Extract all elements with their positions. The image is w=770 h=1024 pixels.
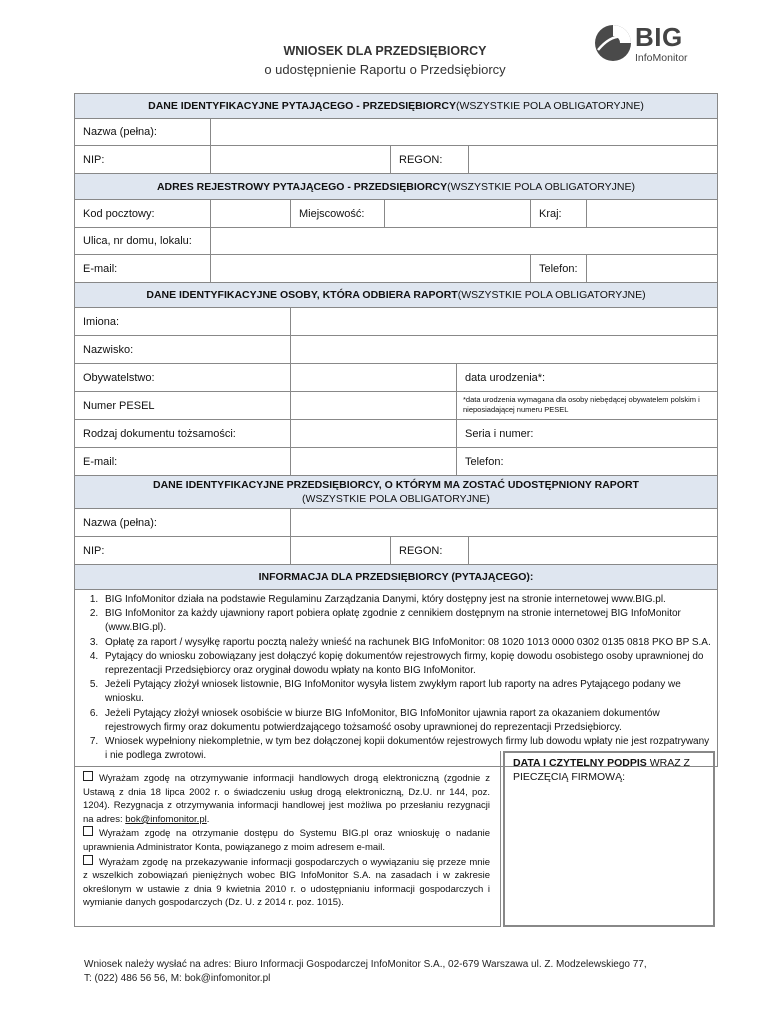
section-header-subject — [75, 476, 717, 509]
label-ulica: Ulica, nr domu, lokalu: — [75, 228, 211, 254]
consent-marketing — [83, 771, 490, 826]
section-suffix: (WSZYSTKIE POLA OBLIGATORYJNE) — [447, 180, 636, 193]
big-infomonitor-logo — [594, 22, 694, 66]
label-nip: NIP: — [75, 146, 211, 173]
input-address-email[interactable] — [211, 255, 531, 282]
info-item: 2. BIG InfoMonitor za każdy ujawniony raport pobiera opłatę zgodnie z cennikiem dostępnym na stronie internetowej BIG InfoMonitor (www.BIG.pl). — [101, 607, 711, 635]
input-dokument[interactable] — [291, 420, 457, 447]
footer — [84, 958, 724, 986]
document-header — [0, 0, 770, 92]
logo-brand: BIG — [635, 22, 683, 52]
consent-text: Wyrażam zgodę na otrzymanie dostępu do Systemu BIG.pl oraz wnioskuję o nadanie uprawnienia Administrator Konta, powiązanego z moim adresem e-mail. — [83, 828, 490, 853]
label-dokument: Rodzaj dokumentu tożsamości: — [75, 420, 291, 447]
consent-text: Wyrażam zgodę na przekazywanie informacji gospodarczych o wywiązaniu się przeze mnie z wszelkich zobowiązań pieniężnych wobec BIG InfoMonitor S.A. na zasadach i w zakresie określonym w ustawie z dnia 9 kwietnia 2010 r. o udostępnianiu informacji gospodarczych i wymianie danych gospodarczych (Dz. U. z 2014 r. poz. 1015). — [83, 856, 490, 909]
row-requester-nip — [75, 146, 717, 174]
row-recipient-imiona — [75, 308, 717, 336]
signature-box[interactable] — [503, 751, 715, 927]
input-kraj[interactable] — [587, 200, 717, 227]
label-nazwa: Nazwa (pełna): — [75, 509, 291, 536]
input-obywatelstwo[interactable] — [291, 364, 457, 391]
section-header-recipient — [75, 283, 717, 308]
label-regon: REGON: — [391, 537, 469, 564]
consent-system-checkbox[interactable] — [83, 826, 93, 836]
label-nazwisko: Nazwisko: — [75, 336, 291, 363]
signature-label-bold: DATA I CZYTELNY PODPIS — [513, 757, 647, 769]
input-data-urodzenia[interactable] — [457, 364, 717, 391]
info-item: 3. Opłatę za raport / wysyłkę raportu pocztą należy wnieść na rachunek BIG InfoMonitor: 08 1020 1013 0000 0302 0135 0818 PKO BP S.A. — [101, 636, 711, 650]
section-title: DANE IDENTYFIKACYJNE OSOBY, KTÓRA ODBIERA RAPORT — [146, 289, 458, 301]
row-recipient-nazwisko — [75, 336, 717, 364]
label-miejscowosc: Miejscowość: — [291, 200, 385, 227]
info-item: 7. Wniosek wypełniony niekompletnie, w tym bez dołączonej kopii dokumentów rejestrowych firmy lub dowodu wpłaty nie jest rozpatrywany i nie podlega zwrotowi. — [101, 735, 711, 763]
label-regon: REGON: — [391, 146, 469, 173]
consent-data-transfer — [83, 855, 490, 910]
input-ulica[interactable] — [211, 228, 717, 254]
section-title: DANE IDENTYFIKACYJNE PRZEDSIĘBIORCY, O KTÓRYM MA ZOSTAĆ UDOSTĘPNIONY RAPORT — [153, 479, 639, 491]
info-row — [75, 590, 717, 766]
info-item: 5. Jeżeli Pytający złożył wniosek listownie, BIG InfoMonitor wysyła listem zwykłym raport lub raporty na adres Pytającego podany we wniosku. — [101, 678, 711, 706]
label-imiona: Imiona: — [75, 308, 291, 335]
input-subject-nazwa[interactable] — [291, 509, 717, 536]
input-miejscowosc[interactable] — [385, 200, 531, 227]
label-nip: NIP: — [75, 537, 291, 564]
input-requester-nazwa[interactable] — [211, 119, 717, 145]
input-requester-nip[interactable] — [211, 146, 391, 173]
input-kod[interactable] — [211, 200, 291, 227]
label-telefon: Telefon: — [465, 455, 504, 468]
input-imiona[interactable] — [291, 308, 717, 335]
info-item: 1. BIG InfoMonitor działa na podstawie Regulaminu Zarządzania Danymi, który dostępny jest na stronie internetowej www.BIG.pl. — [101, 593, 711, 607]
signature-label-rest: WRAZ Z PIECZĘCIĄ FIRMOWĄ: — [513, 757, 690, 783]
section-title: ADRES REJESTROWY PYTAJĄCEGO - PRZEDSIĘBIORCY — [156, 180, 448, 193]
section-title: INFORMACJA DLA PRZEDSIĘBIORCY (PYTAJĄCEGO): — [258, 571, 534, 583]
row-recipient-dokument — [75, 420, 717, 448]
input-nazwisko[interactable] — [291, 336, 717, 363]
label-kraj: Kraj: — [531, 200, 587, 227]
footer-contact: T: (022) 486 56 56, M: bok@infomonitor.pl — [84, 973, 271, 984]
label-email: E-mail: — [75, 255, 211, 282]
logo-sub: InfoMonitor — [635, 52, 688, 64]
consent-data-checkbox[interactable] — [83, 855, 93, 865]
footer-address: Wniosek należy wysłać na adres: Biuro Informacji Gospodarczej InfoMonitor S.A., 02-679 Warszawa ul. Z. Modzelewskiego 77, — [84, 959, 647, 970]
row-address-ulica — [75, 228, 717, 255]
row-recipient-obywatelstwo — [75, 364, 717, 392]
pesel-note: *data urodzenia wymagana dla osoby niebędącej obywatelem polskim i nieposiadającej numeru PESEL — [463, 395, 700, 414]
label-nazwa: Nazwa (pełna): — [75, 119, 211, 145]
consent-text: Wyrażam zgodę na otrzymywanie informacji handlowych drogą elektroniczną (zgodnie z Ustawą z dnia 18 lipca 2002 r. o świadczeniu usług drogą elektroniczną, Dz.U. nr 144, poz. 1204). Rezygnacja z otrzymywania informacji handlowej jest możliwa po przesłaniu rezygnacji na adres: — [83, 773, 490, 825]
row-recipient-email — [75, 448, 717, 476]
label-data-urodzenia: data urodzenia*: — [465, 371, 546, 384]
label-seria: Seria i numer: — [465, 427, 534, 440]
section-header-address — [75, 174, 717, 200]
info-item: 6. Jeżeli Pytający złożył wniosek osobiście w biurze BIG InfoMonitor, BIG InfoMonitor ujawnia raport za okazaniem dokumentów rejestrowych firmy oraz dokumentu potwierdzającego tożsamość osoby uprawnionej do reprezentacji Przedsiębiorcy. — [101, 707, 711, 735]
section-suffix: (WSZYSTKIE POLA OBLIGATORYJNE) — [302, 493, 490, 505]
label-email: E-mail: — [75, 448, 291, 475]
label-kod: Kod pocztowy: — [75, 200, 211, 227]
label-pesel: Numer PESEL — [75, 392, 291, 419]
page-title: WNIOSEK DLA PRZEDSIĘBIORCY — [283, 44, 487, 58]
input-subject-nip[interactable] — [291, 537, 391, 564]
page-subtitle: o udostępnienie Raportu o Przedsiębiorcy — [264, 62, 506, 77]
section-title: DANE IDENTYFIKACYJNE PYTAJĄCEGO - PRZEDSIĘBIORCY — [148, 100, 456, 112]
consent-panel — [74, 751, 501, 927]
row-recipient-pesel — [75, 392, 717, 420]
consent-marketing-checkbox[interactable] — [83, 771, 93, 781]
info-item: 4. Pytający do wniosku zobowiązany jest dołączyć kopię dokumentów rejestrowych firmy, kopię dowodu osobistego osoby uprawnionej do reprezentacji Przedsiębiorcy oraz oryginał dowodu wpłaty na konto BIG InfoMonitor. — [101, 650, 711, 678]
application-form — [74, 93, 718, 767]
input-address-telefon[interactable] — [587, 255, 717, 282]
row-subject-nip — [75, 537, 717, 565]
consent-system-access — [83, 826, 490, 854]
row-address-kod — [75, 200, 717, 228]
row-address-email — [75, 255, 717, 283]
section-header-requester — [75, 94, 717, 119]
label-obywatelstwo: Obywatelstwo: — [75, 364, 291, 391]
consent-text-end: . — [206, 813, 210, 825]
info-list — [83, 593, 711, 763]
input-recipient-email[interactable] — [291, 448, 457, 475]
input-seria[interactable] — [457, 420, 717, 447]
input-pesel[interactable] — [291, 392, 457, 419]
section-suffix: (WSZYSTKIE POLA OBLIGATORYJNE) — [457, 289, 646, 301]
label-telefon: Telefon: — [531, 255, 587, 282]
logo-mark-icon — [594, 24, 632, 62]
consent-email-link[interactable]: bok@infomonitor.pl — [125, 813, 207, 825]
section-header-info — [75, 565, 717, 590]
input-requester-regon[interactable] — [469, 146, 717, 173]
section-suffix: (WSZYSTKIE POLA OBLIGATORYJNE) — [455, 100, 644, 112]
input-recipient-telefon[interactable] — [457, 448, 717, 475]
row-subject-nazwa — [75, 509, 717, 537]
input-subject-regon[interactable] — [469, 537, 717, 564]
info-list-container — [75, 590, 717, 766]
row-requester-nazwa — [75, 119, 717, 146]
